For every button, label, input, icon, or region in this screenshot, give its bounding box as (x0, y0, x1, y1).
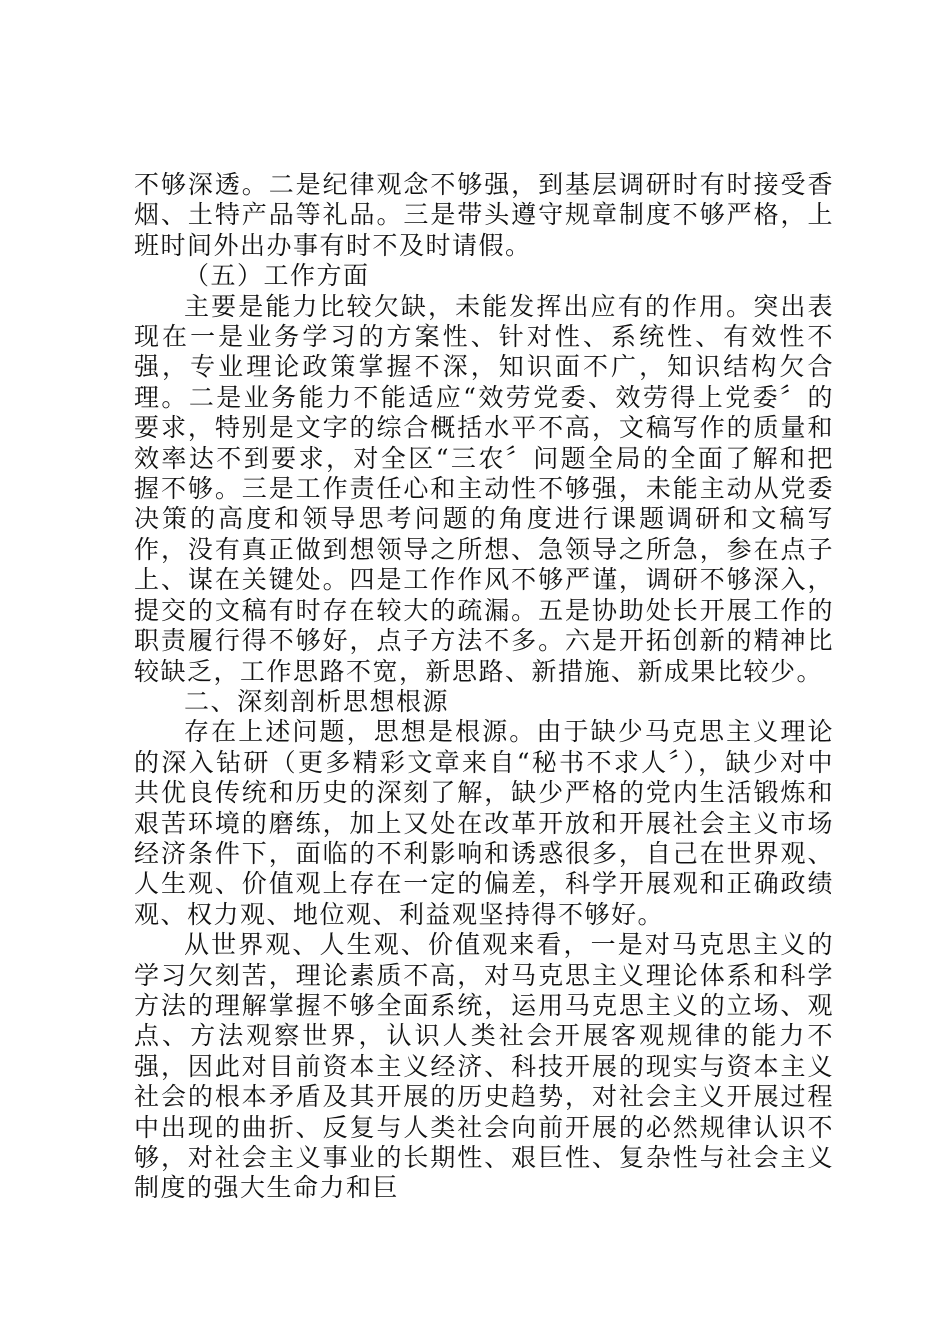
paragraph-root-cause: 存在上述问题，思想是根源。由于缺少马克思主义理论的深入钻研（更多精彩文章来自“秘书不求人〞），缺少对中共优良传统和历史的深刻了解，缺少严格的党内生活锻炼和艰苦环境的磨练，加上又处在改革开放和开展社会主义市场经济条件下，面临的不利影响和诱惑很多，自己在世界观、人生观、价值观上存在一定的偏差，科学开展观和正确政绩观、权力观、地位观、利益观坚持得不够好。 (134, 717, 834, 929)
document-page (134, 170, 834, 1204)
paragraph-continuation: 不够深透。二是纪律观念不够强，到基层调研时有时接受香烟、土特产品等礼品。三是带头遵守规章制度不够严格，上班时间外出办事有时不及时请假。 (134, 170, 834, 260)
section-heading-root-cause: 二、深刻剖析思想根源 (184, 686, 450, 716)
section-heading-work: （五）工作方面 (184, 261, 370, 291)
paragraph-worldview: 从世界观、人生观、价值观来看，一是对马克思主义的学习欠刻苦，理论素质不高，对马克思主义理论体系和科学方法的理解掌握不够全面系统，运用马克思主义的立场、观点、方法观察世界，认识人类社会开展客观规律的能力不强，因此对目前资本主义经济、科技开展的现实与资本主义社会的根本矛盾及其开展的历史趋势，对社会主义开展过程中出现的曲折、反复与人类社会向前开展的必然规律认识不够，对社会主义事业的长期性、艰巨性、复杂性与社会主义制度的强大生命力和巨 (134, 930, 834, 1203)
paragraph-work-issues: 主要是能力比较欠缺，未能发挥出应有的作用。突出表现在一是业务学习的方案性、针对性、系统性、有效性不强，专业理论政策掌握不深，知识面不广，知识结构欠合理。二是业务能力不能适应“效劳党委、效劳得上党委〞的要求，特别是文字的综合概括水平不高，文稿写作的质量和效率达不到要求，对全区“三农〞问题全局的全面了解和把握不够。三是工作责任心和主动性不够强，未能主动从党委决策的高度和领导思考问题的角度进行课题调研和文稿写作，没有真正做到想领导之所想、急领导之所急，参在点子上、谋在关键处。四是工作作风不够严谨，调研不够深入，提交的文稿有时存在较大的疏漏。五是协助处长开展工作的职责履行得不够好，点子方法不多。六是开拓创新的精神比较缺乏，工作思路不宽，新思路、新措施、新成果比较少。 (134, 291, 834, 686)
